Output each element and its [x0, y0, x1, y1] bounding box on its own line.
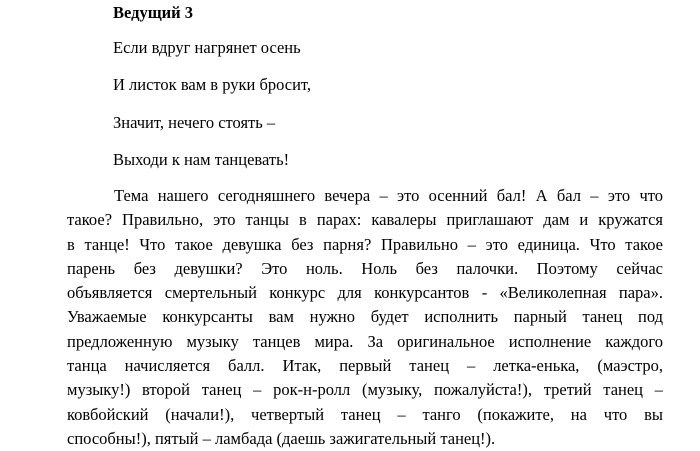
paragraph-line: в танце! Что такое девушка без парня? Правильно – это единица. Что такое: [67, 234, 663, 254]
body-paragraph: [67, 184, 663, 451]
paragraph-line: Тема нашего сегодняшнего вечера – это осенний бал! А бал – это что: [114, 186, 663, 205]
verse-line: Если вдруг нагрянет осень: [113, 38, 301, 57]
paragraph-line: парень без девушки? Это ноль. Ноль без палочки. Поэтому сейчас: [67, 258, 663, 278]
verse-line: И листок вам в руки бросит,: [113, 75, 311, 94]
paragraph-line: Уважаемые конкурсанты вам нужно будет исполнить парный танец под: [67, 307, 663, 327]
paragraph-line: объявляется смертельный конкурс для конкурсантов - «Великолепная пара».: [67, 283, 663, 303]
speaker-heading: Ведущий 3: [113, 3, 194, 22]
paragraph-line: танца начисляется балл. Итак, первый танец – летка-енька, (маэстро,: [67, 356, 663, 376]
paragraph-line: музыку!) второй танец – рок-н-ролл (музыку, пожалуйста!), третий танец –: [67, 380, 663, 400]
paragraph-line: предложенную музыку танцев мира. За оригинальное исполнение каждого: [67, 331, 663, 351]
paragraph-line: такое? Правильно, это танцы в парах: кавалеры приглашают дам и кружатся: [67, 210, 663, 230]
paragraph-line: ковбойский (начали!), четвертый танец – танго (покажите, на что вы: [67, 404, 663, 424]
verse-line: Значит, нечего стоять –: [113, 113, 276, 132]
paragraph-line: способны!), пятый – ламбада (даешь зажигательный танец!).: [67, 428, 496, 448]
verse-line: Выходи к нам танцевать!: [113, 150, 290, 169]
